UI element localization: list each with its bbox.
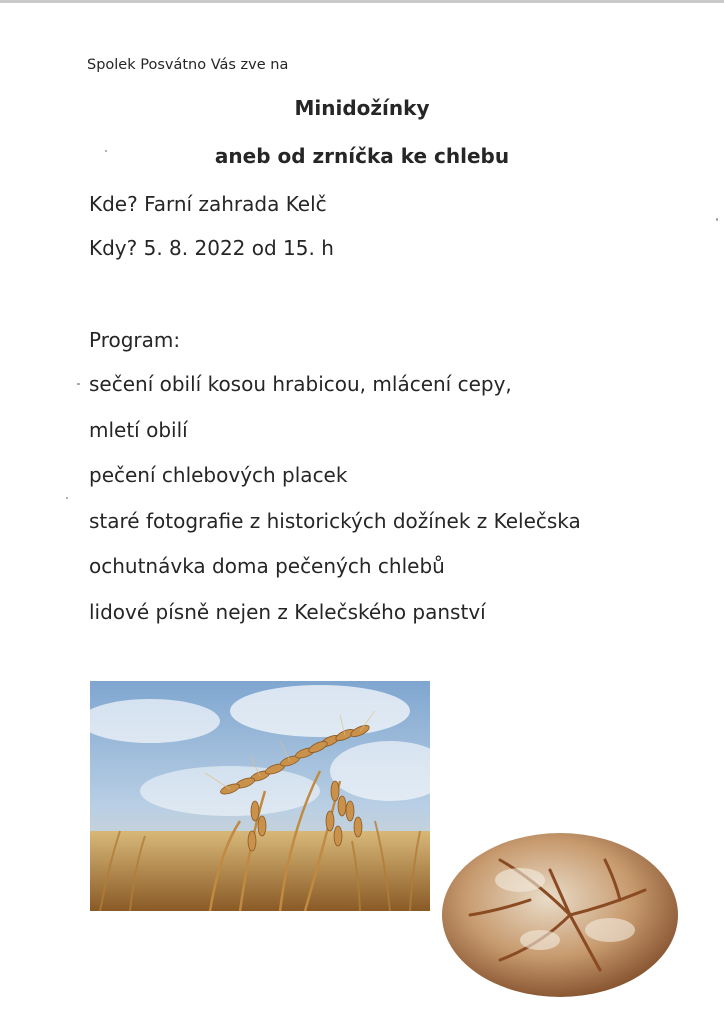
- event-date-time: Kdy? 5. 8. 2022 od 15. h: [89, 236, 334, 260]
- scan-speck: [105, 150, 107, 152]
- program-item: sečení obilí kosou hrabicou, mlácení cepy,: [89, 372, 512, 396]
- scan-speck: [66, 497, 68, 499]
- program-item: pečení chlebových placek: [89, 463, 348, 487]
- event-title: Minidožínky: [294, 96, 430, 120]
- program-list: [89, 372, 581, 645]
- invitation-intro: Spolek Posvátno Vás zve na: [87, 57, 289, 73]
- program-item: staré fotografie z historických dožínek z Kelečska: [89, 508, 581, 533]
- program-heading: Program:: [89, 328, 181, 352]
- wheat-field-photo: [90, 681, 430, 911]
- program-item: lidové písně nejen z Kelečského panství: [89, 599, 486, 624]
- scan-speck: [716, 218, 718, 221]
- event-subtitle: aneb od zrníčka ke chlebu: [214, 144, 510, 168]
- bread-photo-art: [440, 820, 680, 1000]
- event-location: Kde? Farní zahrada Kelč: [89, 192, 327, 216]
- wheat-photo-art: [90, 681, 430, 911]
- bread-loaf-photo: [440, 820, 680, 1000]
- program-item: mletí obilí: [89, 417, 188, 442]
- program-item: ochutnávka doma pečených chlebů: [89, 554, 445, 578]
- scan-top-edge: [0, 0, 724, 3]
- scan-speck: [77, 383, 80, 385]
